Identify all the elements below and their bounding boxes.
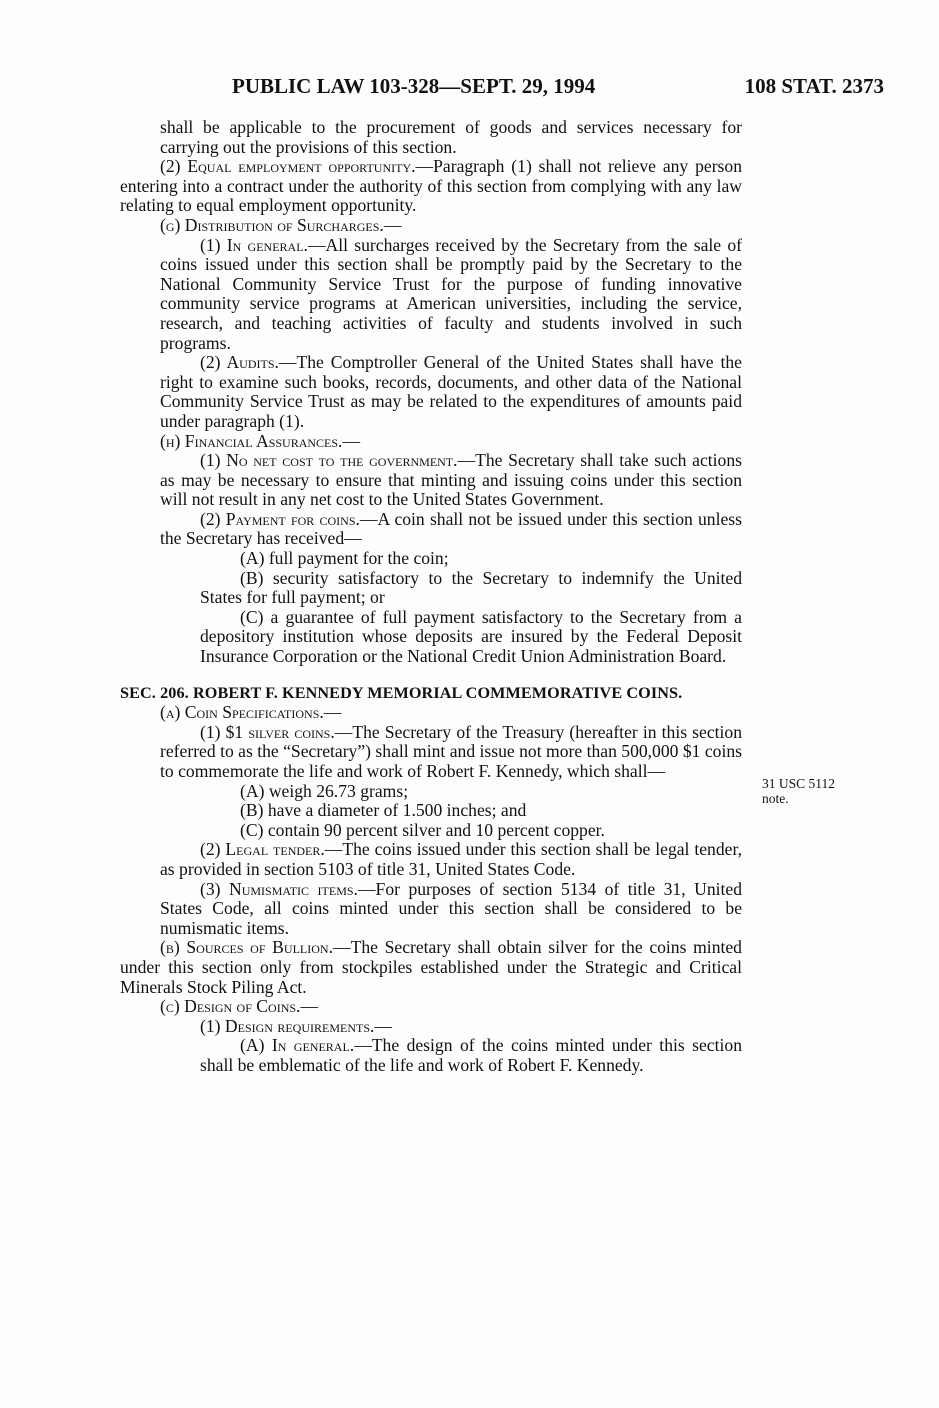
- paragraph-heading: (3) Numismatic items.: [200, 878, 358, 899]
- subsection-heading: (h) Financial Assurances.: [160, 430, 343, 451]
- heading-dash: —: [300, 996, 319, 1017]
- heading-dash: —: [323, 702, 342, 723]
- heading-dash: —: [383, 214, 402, 235]
- subsection-heading: (a) Coin Specifications.: [160, 702, 324, 723]
- paragraph-a3: [120, 880, 742, 939]
- paragraph-text: —The coins issued under this section shall be legal tender, as provided in section 5103 of title 31, United States Code.: [160, 839, 742, 879]
- paragraph-h2: [120, 510, 742, 549]
- paragraph-text: —All surcharges received by the Secretary from the sale of coins issued under this section shall be promptly paid by the Secretary to the National Community Service Trust for the purpose of funding innovative community service programs at American universities, including the service, research, and teaching activities of faculty and students involved in such programs.: [160, 234, 742, 353]
- paragraph-heading: (1) No net cost to the government.: [200, 450, 458, 471]
- paragraph-text: —A coin shall not be issued under this section unless the Secretary has received—: [160, 508, 742, 549]
- subsection-a: [120, 703, 742, 723]
- header-law-citation: PUBLIC LAW 103-328—SEPT. 29, 1994: [232, 74, 596, 98]
- subsection-heading: (c) Design of Coins.: [160, 996, 301, 1017]
- heading-dash: —: [342, 430, 361, 451]
- subparagraph-c1-a: [120, 1036, 742, 1075]
- subparagraph-text: (A) weigh 26.73 grams;: [240, 780, 409, 801]
- paragraph-text: —The Secretary shall take such actions as may be necessary to ensure that minting and issuing coins under this section will not result in any net cost to the United States Government.: [160, 450, 742, 510]
- paragraph-heading: (1) In general.: [200, 234, 308, 255]
- paragraph-text: —For purposes of section 5134 of title 31, United States Code, all coins minted under this section shall be considered to be numismatic items.: [160, 878, 742, 938]
- heading-dash: —: [374, 1015, 393, 1036]
- subsection-b: [120, 938, 742, 997]
- paragraph-heading: (2) Payment for coins.: [200, 508, 360, 529]
- subparagraph-h2-a: [120, 549, 742, 569]
- paragraph-text: —The Comptroller General of the United States shall have the right to examine such books, records, documents, and other data of the National Community Service Trust as may be related to the expenditures of amounts paid under paragraph (1).: [160, 352, 742, 431]
- subparagraph-text: (B) security satisfactory to the Secretary to indemnify the United States for full payment; or: [200, 567, 742, 608]
- paragraph-heading: (2) Equal employment opportunity.: [160, 156, 416, 177]
- paragraph-a2: [120, 840, 742, 879]
- subparagraph-a1-c: [120, 821, 742, 841]
- subparagraph-heading: (A) In general.: [240, 1035, 355, 1056]
- subparagraph-text: (C) a guarantee of full payment satisfactory to the Secretary from a depository institution whose deposits are insured by the Federal Deposit Insurance Corporation or the National Credit Union Administration Board.: [200, 606, 742, 667]
- paragraph-heading: (2) Audits.: [200, 352, 279, 373]
- subsection-g: [120, 216, 742, 236]
- subparagraph-text: —The design of the coins minted under this section shall be emblematic of the life and work of Robert F. Kennedy.: [200, 1035, 742, 1075]
- subsection-c: [120, 997, 742, 1017]
- subsection-heading: (g) Distribution of Surcharges.: [160, 214, 384, 235]
- margin-note: [762, 776, 872, 806]
- paragraph-text: —The Secretary of the Treasury (hereafter in this section referred to as the “Secretary”) shall mint and issue not more than 500,000 $1 coins to commemorate the life and work of Robert F. Kennedy, which shall—: [160, 721, 742, 781]
- paragraph-text: —The Secretary shall obtain silver for the coins minted under this section only from stockpiles established under the Strategic and Critical Minerals Stock Piling Act.: [120, 937, 742, 997]
- body-text: [120, 118, 742, 1076]
- subparagraph-text: (A) full payment for the coin;: [240, 548, 449, 569]
- paragraph-h1: [120, 451, 742, 510]
- subsection-heading: (b) Sources of Bullion.: [160, 937, 333, 958]
- subsection-h: [120, 432, 742, 452]
- paragraph-g2: [120, 353, 742, 431]
- subparagraph-a1-a: [120, 782, 742, 802]
- margin-note-label: note.: [762, 791, 789, 806]
- paragraph-text: shall be applicable to the procurement of goods and services necessary for carrying out the provisions of this section.: [160, 117, 742, 157]
- header-stat-page: 108 STAT. 2373: [744, 74, 884, 98]
- page-header: [0, 74, 939, 104]
- paragraph-continuation: [120, 118, 742, 157]
- paragraph-heading: (1) Design requirements.: [200, 1015, 375, 1036]
- paragraph-text: —Paragraph (1) shall not relieve any person entering into a contract under the authority of this section from complying with any law relating to equal employment opportunity.: [120, 156, 742, 216]
- paragraph-f2: [120, 157, 742, 216]
- subparagraph-a1-b: [120, 801, 742, 821]
- margin-note-citation: 31 USC 5112: [762, 776, 836, 791]
- paragraph-g1: [120, 236, 742, 354]
- subparagraph-text: (B) have a diameter of 1.500 inches; and: [240, 800, 527, 821]
- section-206-heading: SEC. 206. ROBERT F. KENNEDY MEMORIAL COMMEMORATIVE COINS.: [120, 683, 683, 702]
- subparagraph-h2-b: [120, 569, 742, 608]
- paragraph-c1: [120, 1017, 742, 1037]
- paragraph-a1: [120, 723, 742, 782]
- subparagraph-h2-c: [120, 608, 742, 667]
- paragraph-heading: (2) Legal tender.: [200, 839, 325, 860]
- subparagraph-text: (C) contain 90 percent silver and 10 percent copper.: [240, 819, 605, 840]
- paragraph-heading: (1) $1 silver coins.: [200, 721, 335, 742]
